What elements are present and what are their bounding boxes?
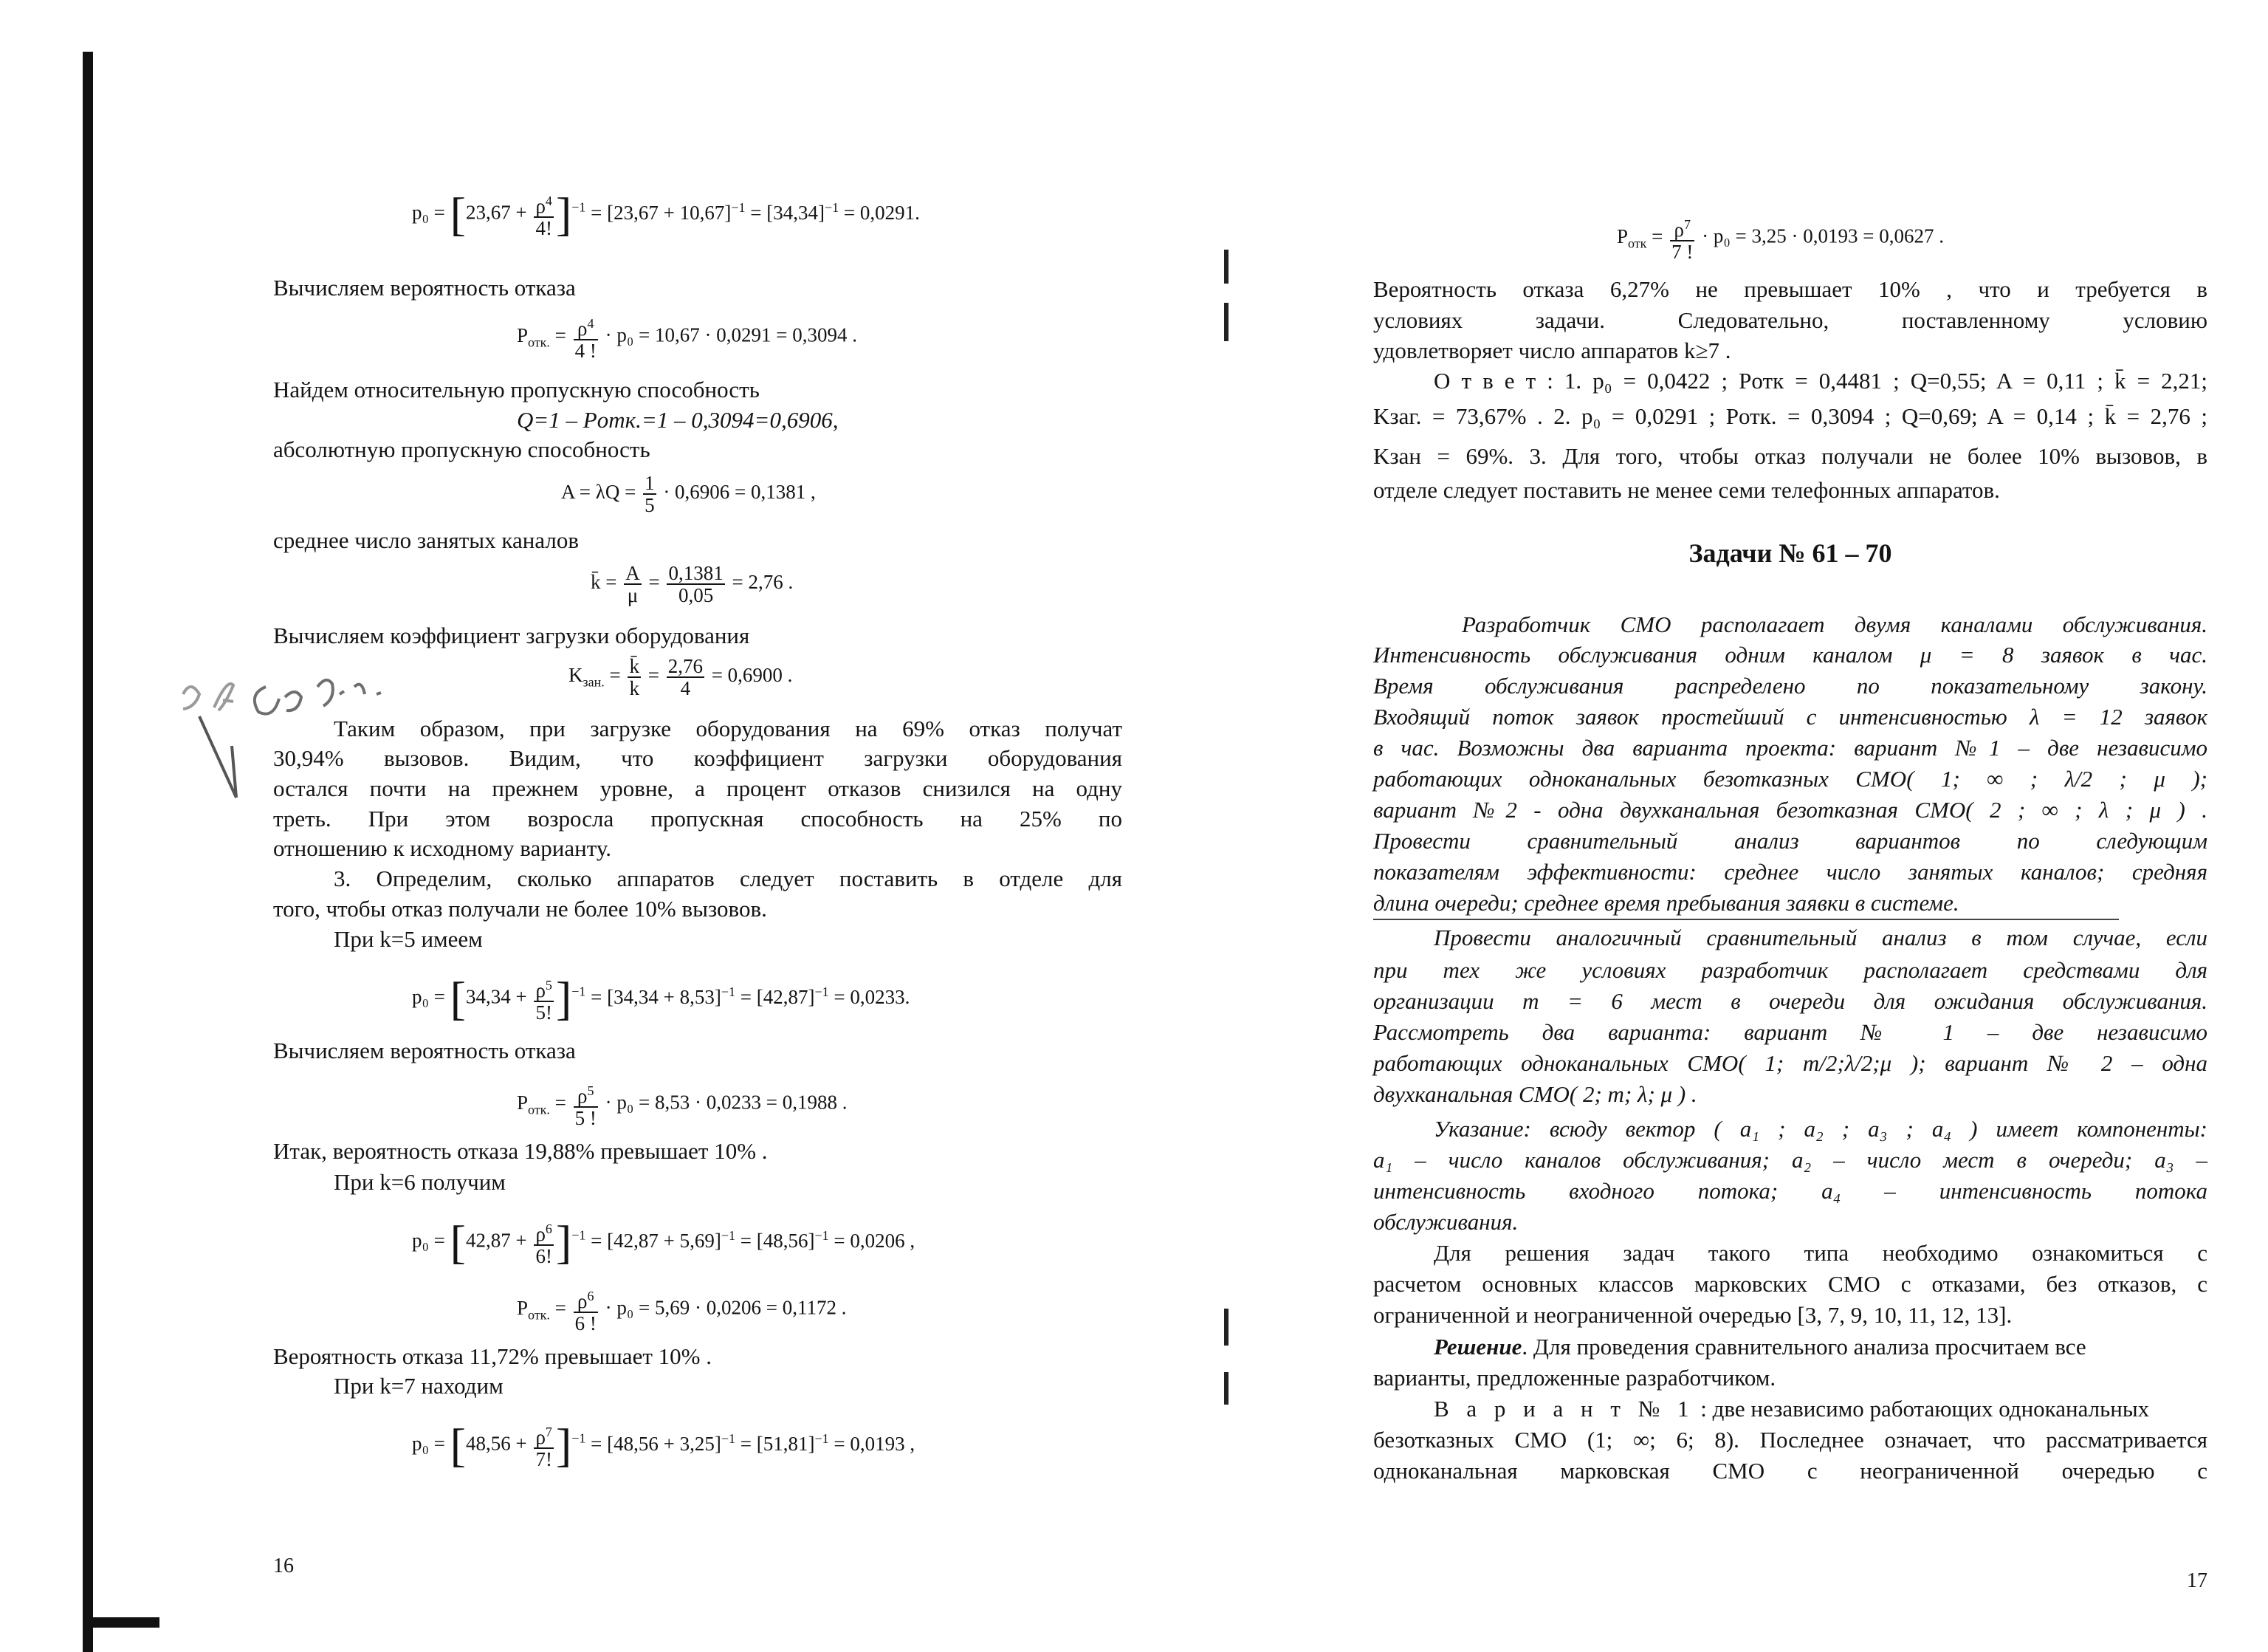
formula-a: A = λQ = $\frac{1}{5}$ · 0,6906 = 0,1381 , [561, 472, 816, 516]
section-heading: Задачи № 61 – 70 [1688, 538, 1892, 568]
formula-p0-k4: p₀ = [23,67 + $\frac{\rho^4}{4!}$ ]$^{-1} = [23,67 + 10,67]^{-1} = [34,34]^{-1} = 0,0291$. [412, 188, 920, 241]
gutter-mark [1224, 1309, 1228, 1346]
solution-label: Решение [1434, 1334, 1522, 1360]
text-line: Найдем относительную пропускную способность [273, 377, 760, 402]
text-line: среднее число занятых каналов [273, 527, 579, 553]
text-line: абсолютную пропускную способность [273, 436, 650, 462]
gutter-mark [1224, 1372, 1228, 1405]
formula-p0-k7: p₀ = [48,56 + $\frac{\rho^7}{7!}$ ]$^{-1} = [48,56 + 3,25]^{-1} = [51,81]^{-1} = 0,0193$ , [412, 1419, 915, 1472]
formula-p0-k6: p₀ = [42,87 + $\frac{\rho^6}{6!}$ ]$^{-1} = [42,87 + 5,69]^{-1} = [48,56]^{-1} = 0,0206$ , [412, 1216, 915, 1269]
variant-label: В а р и а н т № 1 [1434, 1396, 1695, 1422]
page-number: 16 [273, 1555, 294, 1577]
formula-k: k̄ = $\frac{A}{\mu}$ = $\frac{0,1381}{0,05}$ = 2,76 . [591, 562, 794, 606]
formula-kzan: $K_{зан.}$ = $\frac{k̄}{k}$ = $\frac{2,76}{4}$ = 0,6900 . [568, 655, 793, 699]
book-spine-foot [93, 1617, 159, 1628]
text-line: При k=6 получим [334, 1169, 506, 1195]
underline-mark [1373, 919, 2119, 920]
text-line: Вероятность отказа 11,72% превышает 10% . [273, 1343, 712, 1369]
formula-q: Q=1 – Pотк.=1 – 0,3094=0,6906, [517, 407, 839, 433]
solution-text: . Для проведения сравнительного анализа просчитаем все [1522, 1334, 2086, 1360]
formula-pref-k7: $P_{отк}$ = $\frac{\rho^7}{7 !}$ · p₀ = 3,25 · 0,0193 = 0,0627 . [1617, 214, 1944, 262]
formula-p0-k5: p₀ = [34,34 + $\frac{\rho^5}{5!}$ ]$^{-1} = [34,34 + 8,53]^{-1} = [42,87]^{-1} = 0,0233$. [412, 972, 910, 1025]
text-line: Итак, вероятность отказа 19,88% превышает 10% . [273, 1138, 768, 1164]
book-spine [83, 52, 93, 1652]
gutter-mark [1224, 250, 1228, 284]
text-line: Вычисляем коэффициент загрузки оборудования [273, 623, 750, 648]
text-line: При k=7 находим [334, 1373, 504, 1399]
formula-pref-k4: $P_{отк.}$ = $\frac{\rho^4}{4 !}$ · p₀ = 10,67 · 0,0291 = 0,3094 . [517, 313, 857, 361]
text-line: Вычисляем вероятность отказа [273, 275, 576, 301]
page-number: 17 [2187, 1569, 2207, 1592]
gutter-mark [1224, 303, 1228, 341]
variant-text: : две независимо работающих одноканальных [1694, 1396, 2150, 1422]
formula-pref-k5: $P_{отк.}$ = $\frac{\rho^5}{5 !}$ · p₀ = 8,53 · 0,0233 = 0,1988 . [517, 1080, 848, 1128]
text-line: При k=5 имеем [334, 926, 483, 952]
formula-pref-k6: $P_{отк.}$ = $\frac{\rho^6}{6 !}$ · p₀ = 5,69 · 0,0206 = 0,1172 . [517, 1286, 847, 1334]
text-line: Вычисляем вероятность отказа [273, 1038, 576, 1063]
